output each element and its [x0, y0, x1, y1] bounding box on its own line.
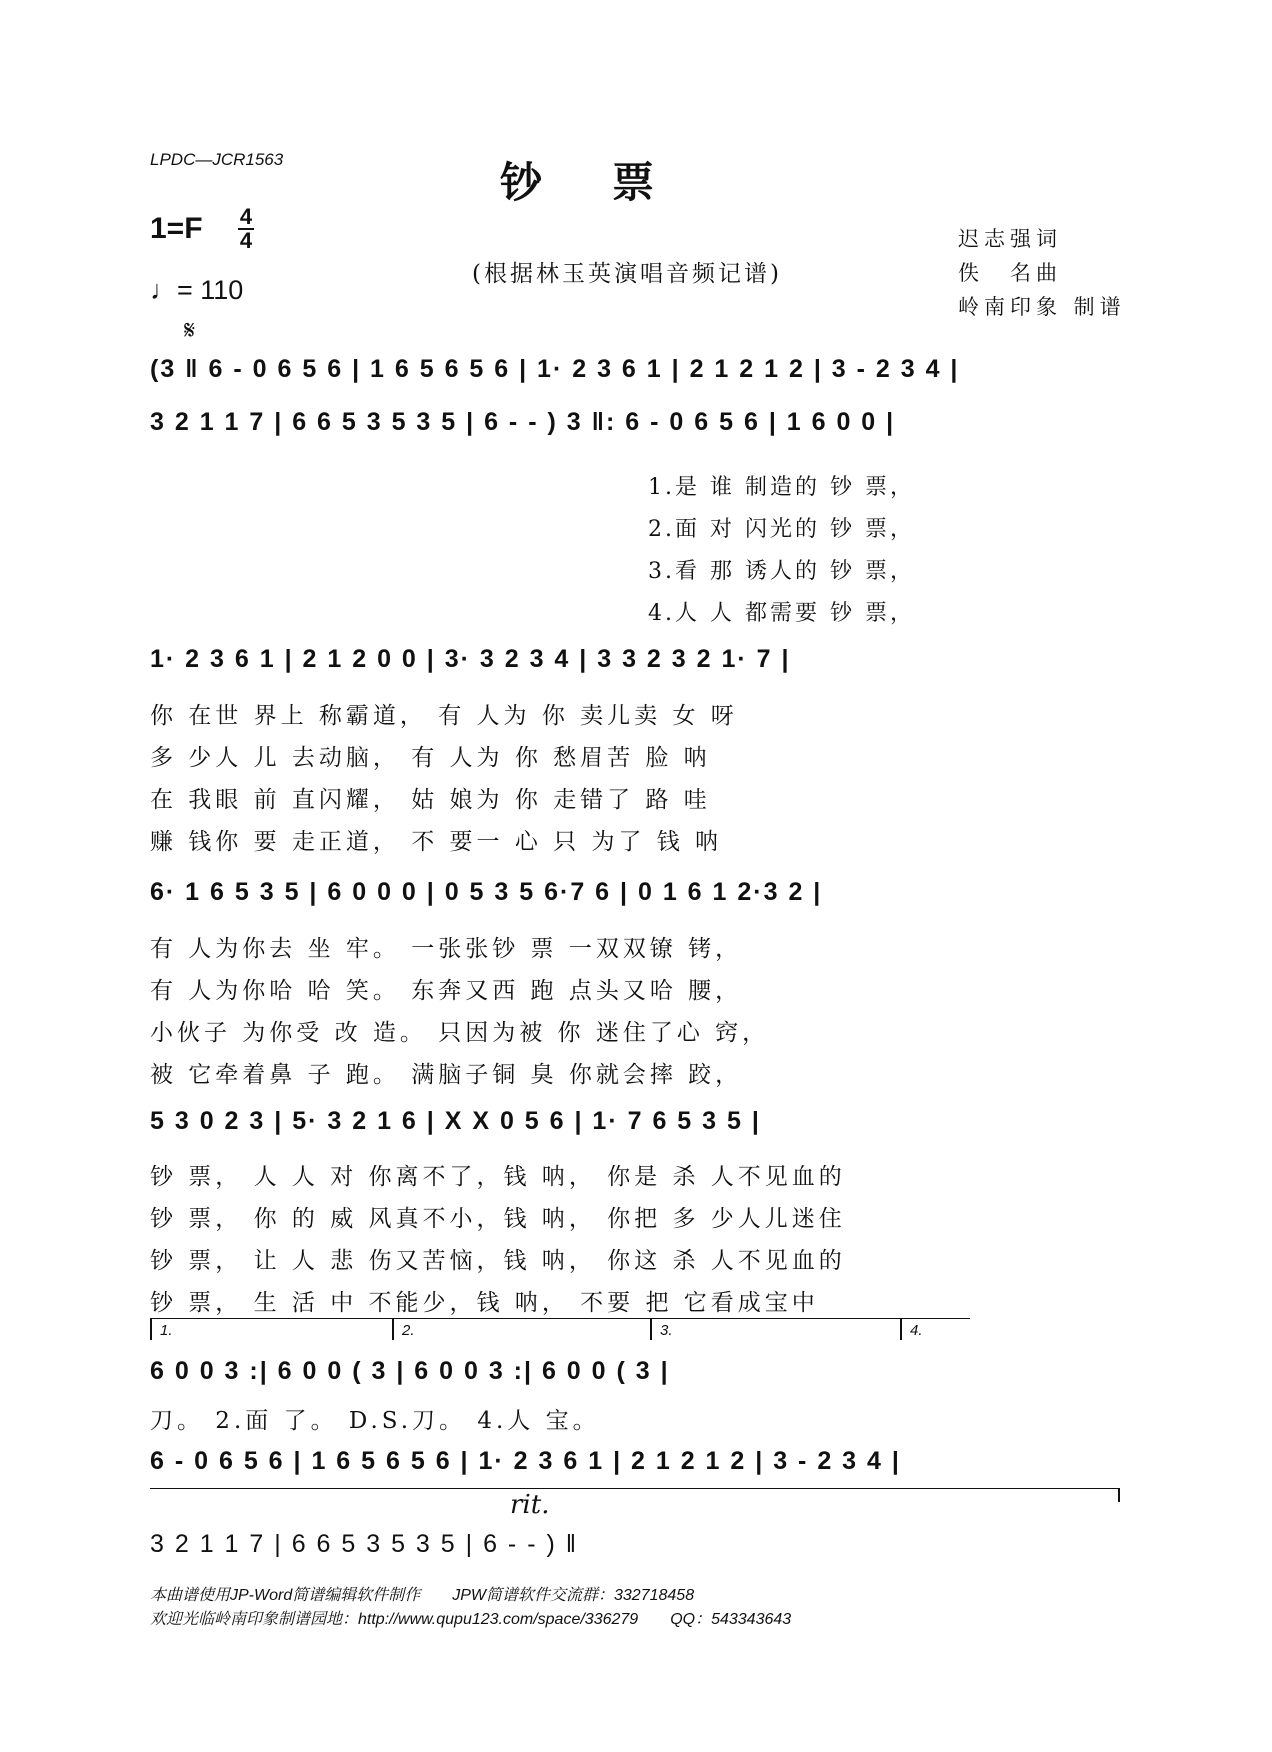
volta-bracket-line — [150, 1318, 970, 1319]
lyric-c-3: 钞 票， 让 人 悲 伤又苦恼，钱 呐， 你这 杀 人不见血的 — [150, 1248, 846, 1274]
rit-bracket-line — [150, 1488, 1120, 1489]
subtitle: (根据林玉英演唱音频记谱) — [472, 261, 782, 287]
verse-intro-1: 1.是 谁 制造的 钞 票， — [648, 475, 915, 500]
verse-intro-4: 4.人 人 都需要 钞 票， — [648, 601, 915, 626]
lyric-b-3: 小伙子 为你受 改 造。 只因为被 你 迷住了心 窍， — [150, 1020, 770, 1046]
score-row-5: 5 3 0 2 3 | 5· 3 2 1 6 | X X 0 5 6 | 1· 7 6 5 3 5 | — [150, 1107, 761, 1135]
ending-1-label: 1. — [160, 1322, 173, 1339]
score-row-8: 3 2 1 1 7 | 6 6 5 3 5 3 5 | 6 - - ) ‖ — [150, 1530, 579, 1558]
engraver-credit: 岭南印象 制谱 — [958, 295, 1126, 319]
score-row-4: 6· 1 6 5 3 5 | 6 0 0 0 | 0 5 3 5 6·7 6 | 0 1 6 1 2·3 2 | — [150, 878, 823, 906]
score-row-2: 3 2 1 1 7 | 6 6 5 3 5 3 5 | 6 - - ) 3 ‖: 6 - 0 6 5 6 | 1 6 0 0 | — [150, 408, 896, 436]
credits — [958, 222, 1126, 324]
key-signature: 1=F — [150, 212, 203, 245]
song-title: 钞票 — [500, 158, 725, 207]
score-row-7: 6 - 0 6 5 6 | 1 6 5 6 5 6 | 1· 2 3 6 1 | 2 1 2 1 2 | 3 - 2 3 4 | — [150, 1447, 901, 1475]
segno-icon: 𝄋 — [184, 316, 196, 346]
lyric-a-3: 在 我眼 前 直闪耀， 姑 娘为 你 走错了 路 哇 — [150, 787, 711, 813]
ending-4-label: 4. — [910, 1322, 923, 1339]
composer-credit: 佚 名曲 — [958, 261, 1062, 285]
verse-intro-3: 3.看 那 诱人的 钞 票， — [648, 559, 915, 584]
score-row-6: 6 0 0 3 :| 6 0 0 ( 3 | 6 0 0 3 :| 6 0 0 ( 3 | — [150, 1357, 670, 1385]
lyric-b-4: 被 它牵着鼻 子 跑。 满脑子铜 臭 你就会摔 跤， — [150, 1062, 743, 1088]
footer-line-1: 本曲谱使用JP-Word简谱编辑软件制作 JPW简谱软件交流群：332718458 — [150, 1587, 695, 1604]
lyric-a-2: 多 少人 儿 去动脑， 有 人为 你 愁眉苦 脸 呐 — [150, 745, 711, 771]
catalog-code: LPDC—JCR1563 — [150, 150, 284, 169]
time-signature-bottom: 4 — [239, 228, 253, 253]
time-signature — [238, 206, 254, 252]
lyricist-credit: 迟志强词 — [958, 227, 1062, 251]
footer-line-2: 欢迎光临岭南印象制谱园地：http://www.qupu123.com/space/336279 QQ：543343643 — [150, 1611, 792, 1628]
rit-bracket-end — [1118, 1488, 1120, 1502]
lyric-b-2: 有 人为你哈 哈 笑。 东奔又西 跑 点头又哈 腰， — [150, 978, 743, 1004]
lyric-b-1: 有 人为你去 坐 牢。 一张张钞 票 一双双镣 铐， — [150, 936, 743, 962]
volta-2-edge — [392, 1318, 394, 1340]
score-row-1: (3 ‖ 6 - 0 6 5 6 | 1 6 5 6 5 6 | 1· 2 3 6 1 | 2 1 2 1 2 | 3 - 2 3 4 | — [150, 355, 960, 383]
verse-intro-2: 2.面 对 闪光的 钞 票， — [648, 517, 915, 542]
lyric-a-4: 赚 钱你 要 走正道， 不 要一 心 只 为了 钱 呐 — [150, 829, 723, 855]
lyric-a-1: 你 在世 界上 称霸道， 有 人为 你 卖儿卖 女 呀 — [150, 703, 738, 729]
volta-3-edge — [650, 1318, 652, 1340]
lyric-c-1: 钞 票， 人 人 对 你离不了，钱 呐， 你是 杀 人不见血的 — [150, 1164, 846, 1190]
ending-3-label: 3. — [660, 1322, 673, 1339]
tempo-marking: ♩= 110 — [150, 275, 244, 305]
ending-2-label: 2. — [402, 1322, 415, 1339]
lyric-c-2: 钞 票， 你 的 威 风真不小，钱 呐， 你把 多 少人儿迷住 — [150, 1206, 846, 1232]
time-signature-top: 4 — [239, 204, 253, 229]
lyric-c-4: 钞 票， 生 活 中 不能少，钱 呐， 不要 把 它看成宝中 — [150, 1290, 819, 1316]
volta-1-edge — [150, 1318, 152, 1340]
score-row-3: 1· 2 3 6 1 | 2 1 2 0 0 | 3· 3 2 3 4 | 3 3 2 3 2 1· 7 | — [150, 645, 791, 673]
ending-lyrics: 刀。 2.面 了。 D.S.刀。 4.人 宝。 — [150, 1408, 600, 1434]
ritardando-mark: rit. — [510, 1490, 550, 1520]
volta-4-edge — [900, 1318, 902, 1340]
